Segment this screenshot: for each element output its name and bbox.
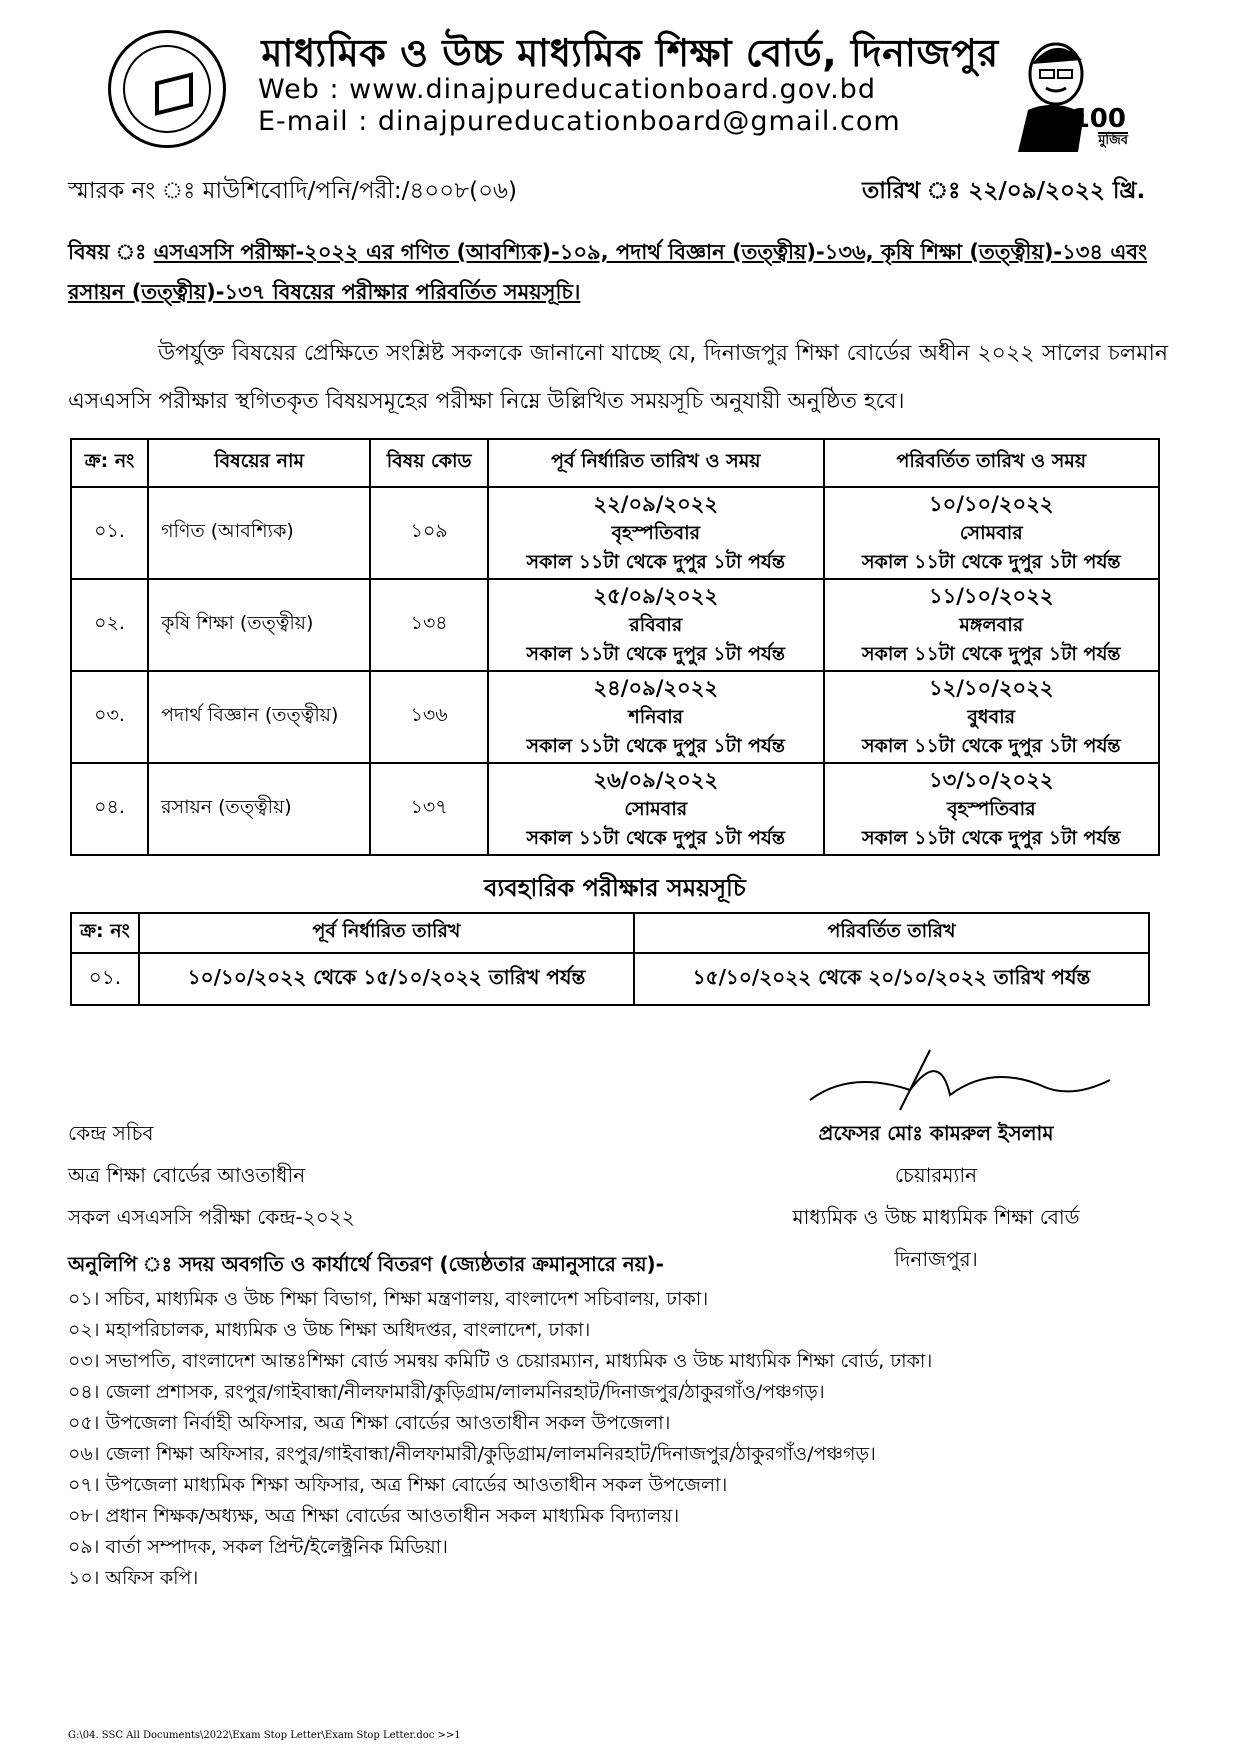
subject-text: এসএসসি পরীক্ষা-২০২২ এর গণিত (আবশ্যিক)-১০৯, পদার্থ বিজ্ঞান (তত্ত্বীয়)-১৩৬, কৃষি শিক্ষা (তত্ত্বীয়)-১৩৪ এবং রসায়ন (তত্ত্বীয়)-১৩৭ বিষয়ের পরীক্ষার পরিবর্তিত সময়সূচি। bbox=[68, 240, 1148, 304]
list-item: ০৮। প্রধান শিক্ষক/অধ্যক্ষ, অত্র শিক্ষা বোর্ডের আওতাধীন সকল মাধ্যমিক বিদ্যালয়। bbox=[68, 1505, 680, 1527]
new-date: ১১/১০/২০২২ bbox=[929, 583, 1054, 608]
row-serial: ০১. bbox=[71, 953, 139, 1005]
old-time: সকাল ১১টা থেকে দুপুর ১টা পর্যন্ত bbox=[526, 550, 786, 573]
row-old-date: ১০/১০/২০২২ থেকে ১৫/১০/২০২২ তারিখ পর্যন্ত bbox=[139, 953, 634, 1005]
row-new-date: ১৫/১০/২০২২ থেকে ২০/১০/২০২২ তারিখ পর্যন্ত bbox=[634, 953, 1149, 1005]
row-old-schedule bbox=[488, 671, 823, 763]
row-code: ১০৯ bbox=[370, 487, 488, 579]
memo-reference: স্মারক নং ঃ মাউশিবোদি/পনি/পরী:/৪০০৮(০৬) bbox=[68, 178, 517, 204]
signatory-place: দিনাজপুর। bbox=[894, 1247, 978, 1271]
old-date: ২৪/০৯/২০২২ bbox=[593, 675, 719, 700]
list-item: ০৫। উপজেলা নির্বাহী অফিসার, অত্র শিক্ষা বোর্ডের আওতাধীন সকল উপজেলা। bbox=[68, 1412, 671, 1434]
list-item: ০৬। জেলা শিক্ষা অফিসার, রংপুর/গাইবান্ধা/নীলফামারী/কুড়িগ্রাম/লালমনিরহাট/দিনাজপুর/ঠাকুরগাঁও/পঞ্চগড়। bbox=[68, 1443, 876, 1465]
old-time: সকাল ১১টা থেকে দুপুর ১টা পর্যন্ত bbox=[526, 642, 786, 665]
col-new-date: পরিবর্তিত তারিখ bbox=[634, 913, 1149, 953]
table-row bbox=[71, 671, 1159, 763]
col-subject: বিষয়ের নাম bbox=[148, 439, 370, 487]
memo-date: তারিখ ঃ ২২/০৯/২০২২ খ্রি. bbox=[862, 178, 1146, 204]
body-paragraph: উপর্যুক্ত বিষয়ের প্রেক্ষিতে সংশ্লিষ্ট সকলকে জানানো যাচ্ছে যে, দিনাজপুর শিক্ষা বোর্ডের অধীন ২০২২ সালের চলমান এসএসসি পরীক্ষার স্থগিতকৃত বিষয়সমূহের পরীক্ষা নিম্নে উল্লিখিত সময়সূচি অনুযায়ী অনুষ্ঠিত হবে। bbox=[68, 341, 1168, 414]
old-date: ২২/০৯/২০২২ bbox=[593, 491, 719, 516]
new-day: সোমবার bbox=[959, 521, 1023, 544]
row-new-schedule bbox=[824, 671, 1160, 763]
new-time: সকাল ১১টা থেকে দুপুর ১টা পর্যন্ত bbox=[861, 550, 1121, 573]
row-new-schedule bbox=[824, 487, 1160, 579]
row-serial: ০৪. bbox=[71, 763, 148, 855]
mujib-mark: মুজিব bbox=[1098, 133, 1128, 148]
schedule-table bbox=[70, 438, 1160, 856]
table-row bbox=[71, 487, 1159, 579]
list-item: ১০। অফিস কপি। bbox=[68, 1567, 199, 1589]
practical-table bbox=[70, 912, 1150, 1006]
list-item: ০৪। জেলা প্রশাসক, রংপুর/গাইবান্ধা/নীলফামারী/কুড়িগ্রাম/লালমনিরহাট/দিনাজপুর/ঠাকুরগাঁও/পঞ্চগড়। bbox=[68, 1381, 825, 1403]
row-new-schedule bbox=[824, 579, 1160, 671]
row-code: ১৩৪ bbox=[370, 579, 488, 671]
list-item: ০২। মহাপরিচালক, মাধ্যমিক ও উচ্চ শিক্ষা অধিদপ্তর, বাংলাদেশ, ঢাকা। bbox=[68, 1319, 591, 1341]
new-date: ১২/১০/২০২২ bbox=[928, 675, 1054, 700]
row-serial: ০৩. bbox=[71, 671, 148, 763]
practical-title: ব্যবহারিক পরীক্ষার সময়সূচি bbox=[484, 874, 746, 902]
list-item: ০৩। সভাপতি, বাংলাদেশ আন্তঃশিক্ষা বোর্ড সমন্বয় কমিটি ও চেয়ারম্যান, মাধ্যমিক ও উচ্চ মাধ্যমিক শিক্ষা বোর্ড, ঢাকা। bbox=[68, 1350, 933, 1372]
table-row bbox=[71, 763, 1159, 855]
old-date: ২৬/০৯/২০২২ bbox=[593, 767, 719, 792]
mujib-100-mark: 100 bbox=[1071, 104, 1126, 134]
table-row bbox=[71, 953, 1149, 1005]
old-day: রবিবার bbox=[629, 613, 683, 636]
recipient-line-2: অত্র শিক্ষা বোর্ডের আওতাধীন bbox=[68, 1163, 306, 1187]
row-subject: রসায়ন (তত্ত্বীয়) bbox=[148, 763, 370, 855]
row-old-schedule bbox=[488, 763, 823, 855]
col-serial: ক্র: নং bbox=[71, 913, 139, 953]
new-date: ১০/১০/২০২২ bbox=[928, 491, 1054, 516]
col-new-schedule: পরিবর্তিত তারিখ ও সময় bbox=[824, 439, 1160, 487]
board-website: Web : www.dinajpureducationboard.gov.bd bbox=[258, 74, 876, 105]
row-code: ১৩৭ bbox=[370, 763, 488, 855]
copies-title: অনুলিপি ঃ সদয় অবগতি ও কার্যার্থে বিতরণ (জ্যেষ্ঠতার ক্রমানুসারে নয়)- bbox=[68, 1252, 664, 1276]
old-date: ২৫/০৯/২০২২ bbox=[593, 583, 719, 608]
board-email: E-mail : dinajpureducationboard@gmail.com bbox=[258, 106, 901, 137]
table-row bbox=[71, 579, 1159, 671]
old-day: সোমবার bbox=[624, 797, 688, 820]
old-time: সকাল ১১টা থেকে দুপুর ১টা পর্যন্ত bbox=[526, 734, 786, 757]
recipient-block bbox=[68, 1112, 355, 1238]
col-serial: ক্র: নং bbox=[71, 439, 148, 487]
new-date: ১৩/১০/২০২২ bbox=[928, 767, 1054, 792]
recipient-line-1: কেন্দ্র সচিব bbox=[68, 1121, 154, 1145]
subject-label: বিষয় ঃ bbox=[68, 240, 147, 264]
old-day: বৃহস্পতিবার bbox=[611, 521, 701, 544]
practical-header-row bbox=[71, 913, 1149, 953]
signatory-title: চেয়ারম্যান bbox=[894, 1163, 978, 1187]
list-item: ০৯। বার্তা সম্পাদক, সকল প্রিন্ট/ইলেক্ট্রনিক মিডিয়া। bbox=[68, 1536, 448, 1558]
board-title: মাধ্যমিক ও উচ্চ মাধ্যমিক শিক্ষা বোর্ড, দিনাজপুর bbox=[261, 31, 999, 75]
old-day: শনিবার bbox=[628, 705, 684, 728]
old-time: সকাল ১১টা থেকে দুপুর ১টা পর্যন্ত bbox=[526, 826, 786, 849]
new-time: সকাল ১১টা থেকে দুপুর ১টা পর্যন্ত bbox=[861, 734, 1121, 757]
new-day: বৃহস্পতিবার bbox=[946, 797, 1036, 820]
row-code: ১৩৬ bbox=[370, 671, 488, 763]
file-path-footer: G:\04. SSC All Documents\2022\Exam Stop Letter\Exam Stop Letter.doc >>1 bbox=[68, 1730, 461, 1741]
new-day: বুধবার bbox=[967, 705, 1016, 728]
row-serial: ০১. bbox=[71, 487, 148, 579]
logo-inner-ring bbox=[123, 45, 211, 133]
row-subject: গণিত (আবশ্যিক) bbox=[148, 487, 370, 579]
list-item: ০৭। উপজেলা মাধ্যমিক শিক্ষা অফিসার, অত্র শিক্ষা বোর্ডের আওতাধীন সকল উপজেলা। bbox=[68, 1474, 728, 1496]
signatory-org: মাধ্যমিক ও উচ্চ মাধ্যমিক শিক্ষা বোর্ড bbox=[792, 1205, 1080, 1229]
new-time: সকাল ১১টা থেকে দুপুর ১টা পর্যন্ত bbox=[861, 826, 1121, 849]
new-day: মঙ্গলবার bbox=[959, 613, 1024, 636]
row-old-schedule bbox=[488, 579, 823, 671]
col-code: বিষয় কোড bbox=[370, 439, 488, 487]
col-old-schedule: পূর্ব নির্ধারিত তারিখ ও সময় bbox=[488, 439, 823, 487]
row-old-schedule bbox=[488, 487, 823, 579]
book-icon bbox=[155, 72, 193, 115]
col-old-date: পূর্ব নির্ধারিত তারিখ bbox=[139, 913, 634, 953]
schedule-header-row bbox=[71, 439, 1159, 487]
board-logo bbox=[108, 30, 226, 148]
mujib-portrait bbox=[1008, 34, 1128, 152]
signatory-block bbox=[736, 1112, 1136, 1280]
row-subject: পদার্থ বিজ্ঞান (তত্ত্বীয়) bbox=[148, 671, 370, 763]
row-subject: কৃষি শিক্ষা (তত্ত্বীয়) bbox=[148, 579, 370, 671]
signatory-name: প্রফেসর মোঃ কামরুল ইসলাম bbox=[818, 1121, 1054, 1145]
subject-line bbox=[68, 232, 1168, 312]
new-time: সকাল ১১টা থেকে দুপুর ১টা পর্যন্ত bbox=[861, 642, 1121, 665]
list-item: ০১। সচিব, মাধ্যমিক ও উচ্চ শিক্ষা বিভাগ, শিক্ষা মন্ত্রণালয়, বাংলাদেশ সচিবালয়, ঢাকা। bbox=[68, 1288, 709, 1310]
row-serial: ০২. bbox=[71, 579, 148, 671]
copies-list bbox=[68, 1284, 932, 1594]
recipient-line-3: সকল এসএসসি পরীক্ষা কেন্দ্র-২০২২ bbox=[68, 1205, 355, 1229]
row-new-schedule bbox=[824, 763, 1160, 855]
